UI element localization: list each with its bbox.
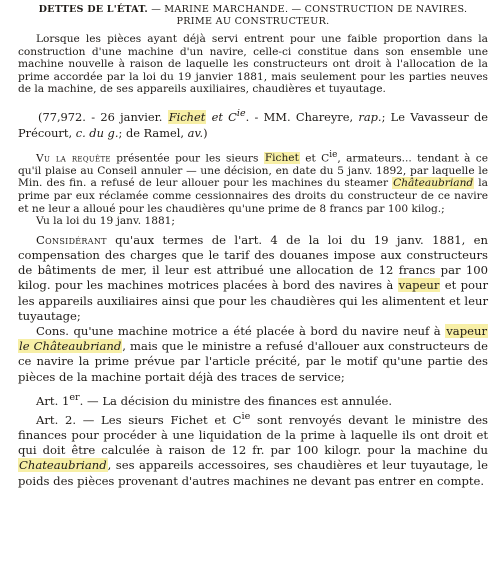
art2-text2: sont renvoyés devant le ministre des finances pour procéder à une liquidation de la prime à laquelle ils ont droit et qui doit être calculée à raison de 12 fr. par 100 kilogr. pour la machine du <box>18 412 488 458</box>
case-cdug: c. du g. <box>75 125 119 140</box>
ship-name-highlight-2: le Châteaubriand <box>19 339 122 354</box>
art2-text3: , ses appareils accessoires, ses chaudières et leur tuyautage, le poids des pièces provenant d'autres machines ne devant pas entrer en compte. <box>18 458 488 488</box>
ship-name-highlight-3: Chateaubriand <box>19 458 107 473</box>
case-av: av. <box>187 125 204 140</box>
case-end: ) <box>203 125 208 140</box>
requete-paragraph <box>18 149 488 216</box>
summary-paragraph: Lorsque les pièces ayant déjà servi entrent pour une faible proportion dans la construction d'une machine d'un navire, celle-ci constitue dans son ensemble une machine nouvelle à raison de laquelle les constructeurs ont droit à l'allocation de la prime accordée par la loi du 19 janvier 1881, mais seulement pour les parties neuves de la machine, de ses appareils auxiliaires, chaudières et tuyautage. <box>18 33 488 96</box>
party-sup: ie <box>236 107 246 119</box>
requete-sup: ie <box>329 149 338 160</box>
considerant-text1: qu'aux termes de l'art. 4 de la loi du 19 janv. 1881, en compensation des charges que le tarif des douanes impose aux constructeurs de bâtiments de mer, il leur est attribué une allocation de 12 francs par 100 kilog. pour les machines motrices placées à bord des navires à <box>18 232 488 293</box>
art1-text: . — La décision du ministre des finances est annulée. <box>79 393 393 408</box>
vapeur-highlight: vapeur <box>398 278 440 293</box>
vapeur-highlight-2: vapeur <box>446 324 487 339</box>
case-prefix: (77,972. - 26 janvier. <box>38 109 168 124</box>
section-header <box>18 4 488 28</box>
requete-text2: et C <box>299 152 330 165</box>
case-rap: rap. <box>358 109 382 124</box>
requete-text4: la prime par eux réclamée comme cessionnaires des droits du constructeur de ce navire et ne leur a alloué pour les chaudières qu'une prime de 8 francs par 100 kilog.; <box>18 177 488 215</box>
art1-label: Art. 1 <box>36 393 70 408</box>
cons-text1: Cons. qu'une machine motrice a été placée à bord du navire neuf à <box>36 324 446 339</box>
header-sub-construction: CONSTRUCTION DE NAVIRES. <box>304 4 468 15</box>
requete-name-highlight: Fichet <box>264 152 299 165</box>
ship-name-highlight: Châteaubriand <box>393 177 474 190</box>
header-sub-marine: MARINE MARCHANDE. <box>164 4 289 15</box>
considerant-text2: et pour les appareils auxiliaires ainsi que pour les chaudières qui les alimentent et leur tuyautage; <box>18 278 488 323</box>
requete-text1: présentée pour les sieurs <box>110 152 264 165</box>
party-rest: et C <box>206 109 237 124</box>
case-reference <box>18 106 488 141</box>
art2-sup: ie <box>241 410 251 422</box>
cons-text2: , mais que le ministre a refusé d'allouer aux constructeurs de ce navire la prime prévue par l'article précité, par le motif qu'une partie des pièces de la machine portait déjà des traces de service; <box>18 339 488 384</box>
requete-text3: , armateurs... tendant à ce qu'il plaise au Conseil annuler — une décision, en date du 5 janv. 1892, par laquelle le Min. des fin. a refusé de leur allouer pour les machines du steamer <box>18 152 489 190</box>
considerant-paragraph <box>18 233 488 324</box>
requete-lead: Vu la requête <box>36 152 111 165</box>
article-2 <box>18 409 488 489</box>
party-name-highlight: Fichet <box>168 109 206 124</box>
header-lead: DETTES DE L'ÉTAT. <box>38 4 148 15</box>
vu-loi-line: Vu la loi du 19 janv. 1881; <box>36 215 175 228</box>
art2-text1: Art. 2. — Les sieurs Fichet et C <box>36 412 242 427</box>
header-line2: PRIME AU CONSTRUCTEUR. <box>176 16 330 27</box>
header-separator: — <box>288 4 305 15</box>
header-separator: — <box>147 4 165 15</box>
case-after-party: . - MM. Chareyre, <box>245 109 359 124</box>
case-mid: ; Le Vavasseur de Précourt, <box>18 109 488 140</box>
article-1 <box>18 390 488 409</box>
case-mid2: ; de Ramel, <box>118 125 188 140</box>
considerant-lead: Considérant <box>36 232 107 247</box>
art1-sup: er <box>69 391 80 403</box>
cons-paragraph <box>18 324 488 385</box>
